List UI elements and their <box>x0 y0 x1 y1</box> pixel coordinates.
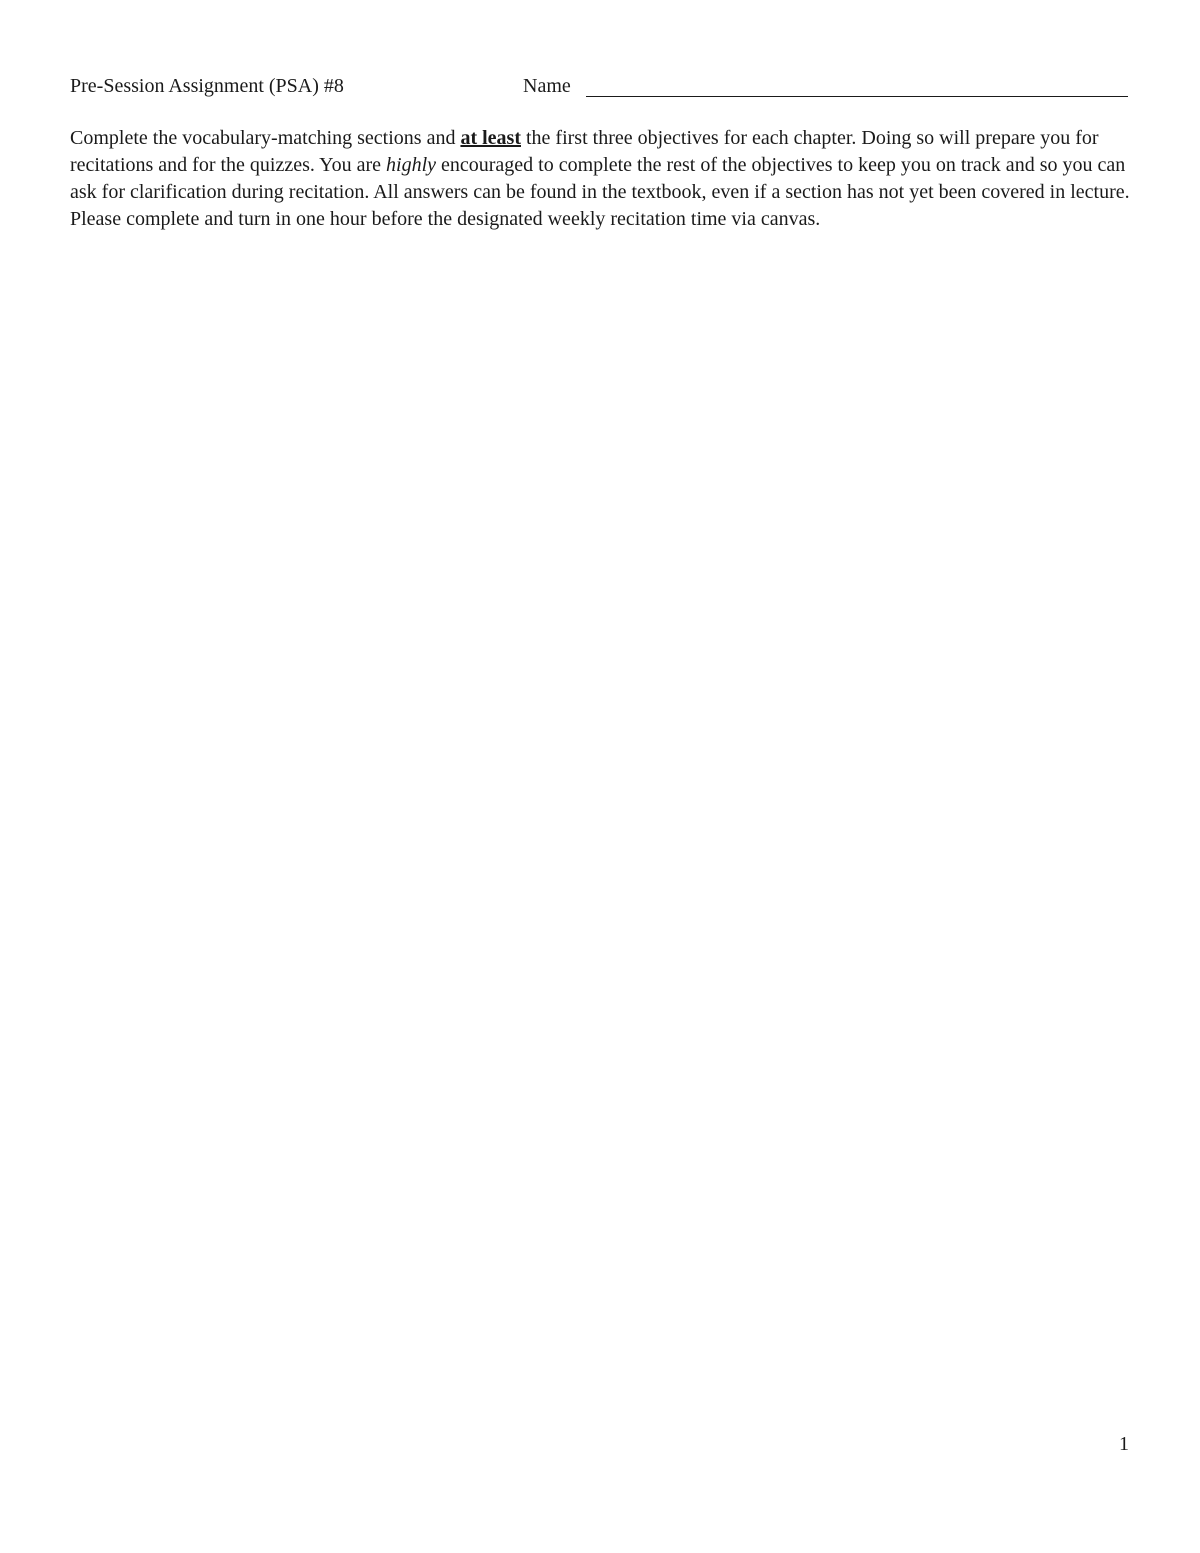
instructions-emphasis-highly: highly <box>386 154 437 176</box>
document-header <box>70 72 1130 102</box>
instructions-text-part2: the first three objectives for each chapter. Doing so will prepare you for recitations and for the quizzes. You are <box>70 127 1099 176</box>
instructions-paragraph <box>70 125 1130 233</box>
name-blank-line <box>586 96 1128 97</box>
assignment-title: Pre-Session Assignment (PSA) #8 <box>70 75 344 97</box>
instructions-text-part1: Complete the vocabulary-matching sections and <box>70 127 461 149</box>
instructions-emphasis-at-least: at least <box>460 127 521 149</box>
instructions-text-part3: encouraged to complete the rest of the objectives to keep you on track and so you can ask for clarification during recitation. All answers can be found in the textbook, even if a section has not yet been covered in lecture. Please complete and turn in one hour before the designated weekly recitation time via canvas. <box>70 154 1130 230</box>
name-label: Name <box>523 75 571 97</box>
page-number: 1 <box>1119 1433 1129 1455</box>
